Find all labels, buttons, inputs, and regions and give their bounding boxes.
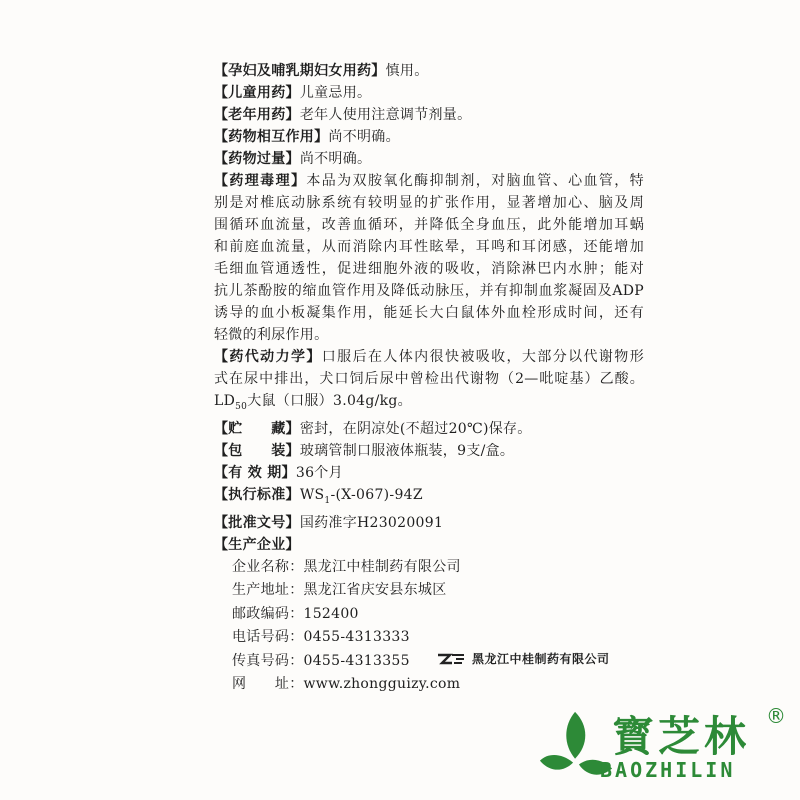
storage-section [214,418,644,440]
row-value: 黑龙江省庆安县东城区 [303,582,447,599]
footer-company-name: 黑龙江中桂制药有限公司 [472,652,610,666]
row-label: 生产地址： [232,582,304,599]
section-heading: 【有 效 期】 [214,464,296,481]
section-text: 老年人使用注意调节剂量。 [299,107,472,123]
row-value: www.zhongguizy.com [303,676,461,693]
row-value: 0455-4313333 [303,629,410,646]
registered-mark: ® [766,704,786,728]
row-value: 0455-4313355 [303,652,410,669]
paragraph-line: 轻微的利尿作用。 [214,327,329,343]
section-text: 玻璃管制口服液体瓶装，9支/盒。 [299,442,515,459]
section-heading: 【药物相互作用】 [214,129,329,145]
row-value: 黑龙江中桂制药有限公司 [303,558,461,575]
elderly-section [214,104,644,126]
paragraph-line [214,346,644,368]
paragraph-line: 抗儿茶酚胺的缩血管作用及降低动脉压，并有抑制血浆凝固及ADP [214,283,644,299]
package-section [214,440,644,462]
brand-chinese-name: 寳芝林 [612,712,751,761]
section-heading: 【执行标准】 [214,486,300,503]
ld-prefix: LD [214,393,236,409]
company-name-row [214,556,644,580]
standard-section [214,484,644,512]
section-text: 慎用。 [385,63,429,79]
row-label: 邮政编码： [232,605,304,622]
section-heading: 【儿童用药】 [214,85,300,101]
ld-subscript: 50 [235,401,248,412]
section-heading: 【老年用药】 [214,107,300,123]
validity-section [214,462,644,484]
section-heading: 【批准文号】 [214,514,300,531]
section-text: 儿童忌用。 [299,85,372,101]
phone-row [214,626,644,650]
paragraph-line: 围循环血流量，改善血循环，并降低全身血压，此外能增加耳蜗 [214,217,644,233]
footer-company-logo [436,650,610,667]
company-address-row [214,579,644,603]
section-heading: 【包 装】 [214,442,300,459]
section-heading: 【贮 藏】 [214,420,300,437]
pharmacology-section [214,170,644,346]
section-text: 国药准字H23020091 [299,514,444,531]
paragraph-line: 别是对椎底动脉系统有较明显的扩张作用，显著增加心、脑及周 [214,195,644,211]
standard-rest: -(X-067)-94Z [330,486,423,503]
package-insert-text [214,60,644,697]
standard-prefix: WS [299,486,325,503]
paragraph-line [214,170,644,192]
section-heading: 【药理毒理】 [214,173,307,189]
row-label: 传真号码： [232,652,304,669]
section-text: 口服后在人体内很快被吸收，大部分以代谢物形 [321,349,644,365]
paragraph-line: 诱导的血小板凝集作用，能延长大白鼠体外血栓形成时间，还有 [214,305,644,321]
section-heading: 【孕妇及哺乳期妇女用药】 [214,63,386,79]
paragraph-line: 和前庭血流量，从而消除内耳性眩晕，耳鸣和耳闭感，还能增加 [214,239,644,255]
postal-code-row [214,603,644,627]
section-text: 尚不明确。 [299,151,372,167]
row-label: 网 址： [232,676,304,693]
ld50-line [214,390,644,418]
section-text: 本品为双胺氧化酶抑制剂，对脑血管、心血管，特 [306,173,644,189]
company-mark-icon [436,652,466,666]
pharmacokinetics-section [214,346,644,418]
row-value: 152400 [303,605,359,622]
section-text: 36个月 [295,464,343,481]
section-heading: 【生产企业】 [214,536,300,553]
approval-section [214,512,644,534]
paragraph-line: 毛细血管通透性，促进细胞外液的吸收，消除淋巴内水肿；能对 [214,261,644,277]
pregnancy-section [214,60,644,82]
section-text: 尚不明确。 [328,129,400,145]
paragraph-line: 式在尿中排出，犬口饲后尿中曾检出代谢物（2—吡啶基）乙酸。 [214,371,644,387]
brand-watermark [530,702,790,792]
interaction-section [214,126,644,148]
standard-subscript: 1 [324,495,331,506]
children-section [214,82,644,104]
section-heading: 【药代动力学】 [214,349,322,365]
ld-rest: 大鼠（口服）3.04g/kg。 [247,393,412,409]
manufacturer-heading [214,534,644,556]
row-label: 电话号码： [232,629,304,646]
overdose-section [214,148,644,170]
section-heading: 【药物过量】 [214,151,300,167]
manufacturer-details [214,556,644,697]
brand-english-name: BAOZHILIN [600,758,736,782]
website-row [214,673,644,697]
section-text: 密封，在阴凉处(不超过20℃)保存。 [299,420,532,437]
row-label: 企业名称： [232,558,304,575]
